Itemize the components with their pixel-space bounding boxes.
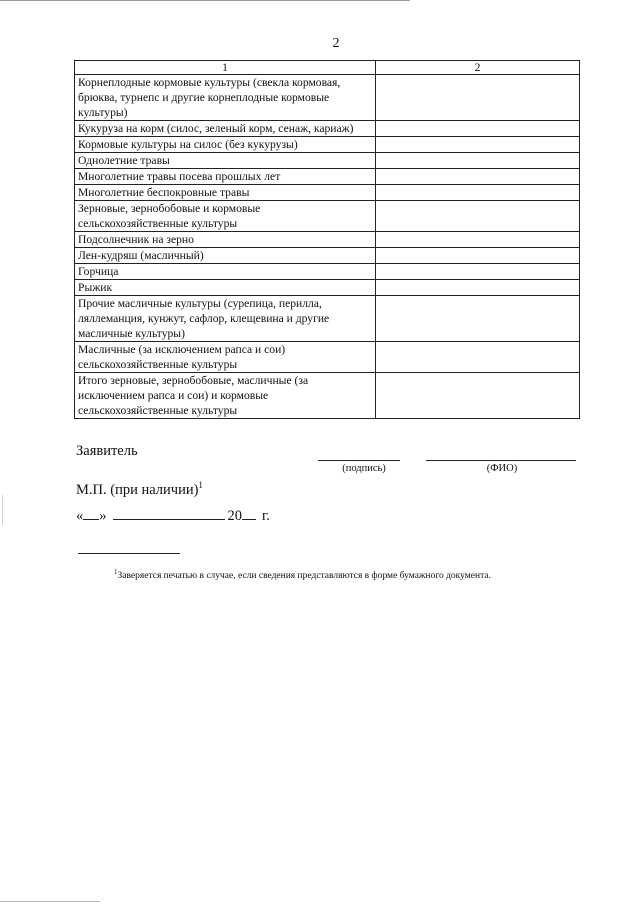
value-cell bbox=[376, 342, 580, 373]
value-cell bbox=[376, 373, 580, 419]
table-row bbox=[75, 232, 580, 248]
table-row bbox=[75, 248, 580, 264]
crops-table bbox=[74, 60, 580, 419]
scan-edge-left bbox=[2, 495, 3, 525]
value-cell bbox=[376, 232, 580, 248]
footnote-text: Заверяется печатью в случае, если сведения представляются в форме бумажного документа. bbox=[117, 571, 491, 582]
value-cell bbox=[376, 201, 580, 232]
day-blank bbox=[83, 507, 99, 520]
crop-name-cell: Рыжик bbox=[75, 280, 376, 296]
table-row bbox=[75, 153, 580, 169]
signature-line bbox=[318, 460, 400, 461]
footnote-reference: 1 bbox=[198, 480, 203, 490]
table-row bbox=[75, 75, 580, 121]
table-header-row bbox=[75, 61, 580, 75]
year-blank bbox=[242, 507, 256, 520]
table-row bbox=[75, 185, 580, 201]
value-cell bbox=[376, 185, 580, 201]
signature-caption: (подпись) bbox=[342, 463, 386, 474]
month-blank bbox=[113, 507, 225, 520]
table-header-col-2: 2 bbox=[376, 61, 580, 75]
crop-name-cell: Горчица bbox=[75, 264, 376, 280]
table-row bbox=[75, 264, 580, 280]
stamp-placeholder bbox=[76, 480, 203, 499]
value-cell bbox=[376, 169, 580, 185]
full-name-line bbox=[426, 460, 576, 461]
year-prefix: 20 bbox=[227, 508, 242, 524]
table-row bbox=[75, 280, 580, 296]
table-row bbox=[75, 296, 580, 342]
date-row bbox=[76, 507, 270, 525]
crop-name-cell: Итого зерновые, зернобобовые, масличные (за исключением рапса и сои) и кормовые сельскохозяйственные культуры bbox=[75, 373, 376, 419]
full-name-caption: (ФИО) bbox=[486, 463, 518, 474]
value-cell bbox=[376, 280, 580, 296]
value-cell bbox=[376, 264, 580, 280]
footnote bbox=[114, 568, 491, 581]
footnote-marker: 1 bbox=[114, 568, 118, 576]
table-row bbox=[75, 169, 580, 185]
crop-name-cell: Кормовые культуры на силос (без кукурузы) bbox=[75, 137, 376, 153]
scan-edge-bottom bbox=[0, 901, 100, 902]
crop-name-cell: Однолетние травы bbox=[75, 153, 376, 169]
table-row bbox=[75, 137, 580, 153]
crop-name-cell: Масличные (за исключением рапса и сои) сельскохозяйственные культуры bbox=[75, 342, 376, 373]
crop-name-cell: Многолетние беспокровные травы bbox=[75, 185, 376, 201]
crop-name-cell: Зерновые, зернобобовые и кормовые сельскохозяйственные культуры bbox=[75, 201, 376, 232]
year-suffix: г. bbox=[262, 508, 270, 524]
crop-name-cell: Кукуруза на корм (силос, зеленый корм, сенаж, кариаж) bbox=[75, 121, 376, 137]
stamp-text: М.П. (при наличии) bbox=[76, 481, 199, 498]
date-close-quote: » bbox=[99, 508, 107, 524]
crop-name-cell: Многолетние травы посева прошлых лет bbox=[75, 169, 376, 185]
crop-name-cell: Корнеплодные кормовые культуры (свекла кормовая, брюква, турнепс и другие корнеплодные кормовые культуры) bbox=[75, 75, 376, 121]
table-row bbox=[75, 201, 580, 232]
crop-name-cell: Лен-кудряш (масличный) bbox=[75, 248, 376, 264]
table-row bbox=[75, 373, 580, 419]
value-cell bbox=[376, 248, 580, 264]
value-cell bbox=[376, 137, 580, 153]
crop-name-cell: Подсолнечник на зерно bbox=[75, 232, 376, 248]
value-cell bbox=[376, 296, 580, 342]
value-cell bbox=[376, 121, 580, 137]
page-number: 2 bbox=[332, 36, 340, 51]
table-header-col-1: 1 bbox=[75, 61, 376, 75]
footnote-divider bbox=[78, 553, 180, 554]
value-cell bbox=[376, 153, 580, 169]
table-row bbox=[75, 342, 580, 373]
scan-edge-top bbox=[0, 0, 410, 1]
value-cell bbox=[376, 75, 580, 121]
table-row bbox=[75, 121, 580, 137]
applicant-label: Заявитель bbox=[76, 443, 138, 459]
crop-name-cell: Прочие масличные культуры (сурепица, перилла, ляллеманция, кунжут, сафлор, клещевина и другие масличные культуры) bbox=[75, 296, 376, 342]
date-open-quote: « bbox=[76, 508, 84, 524]
